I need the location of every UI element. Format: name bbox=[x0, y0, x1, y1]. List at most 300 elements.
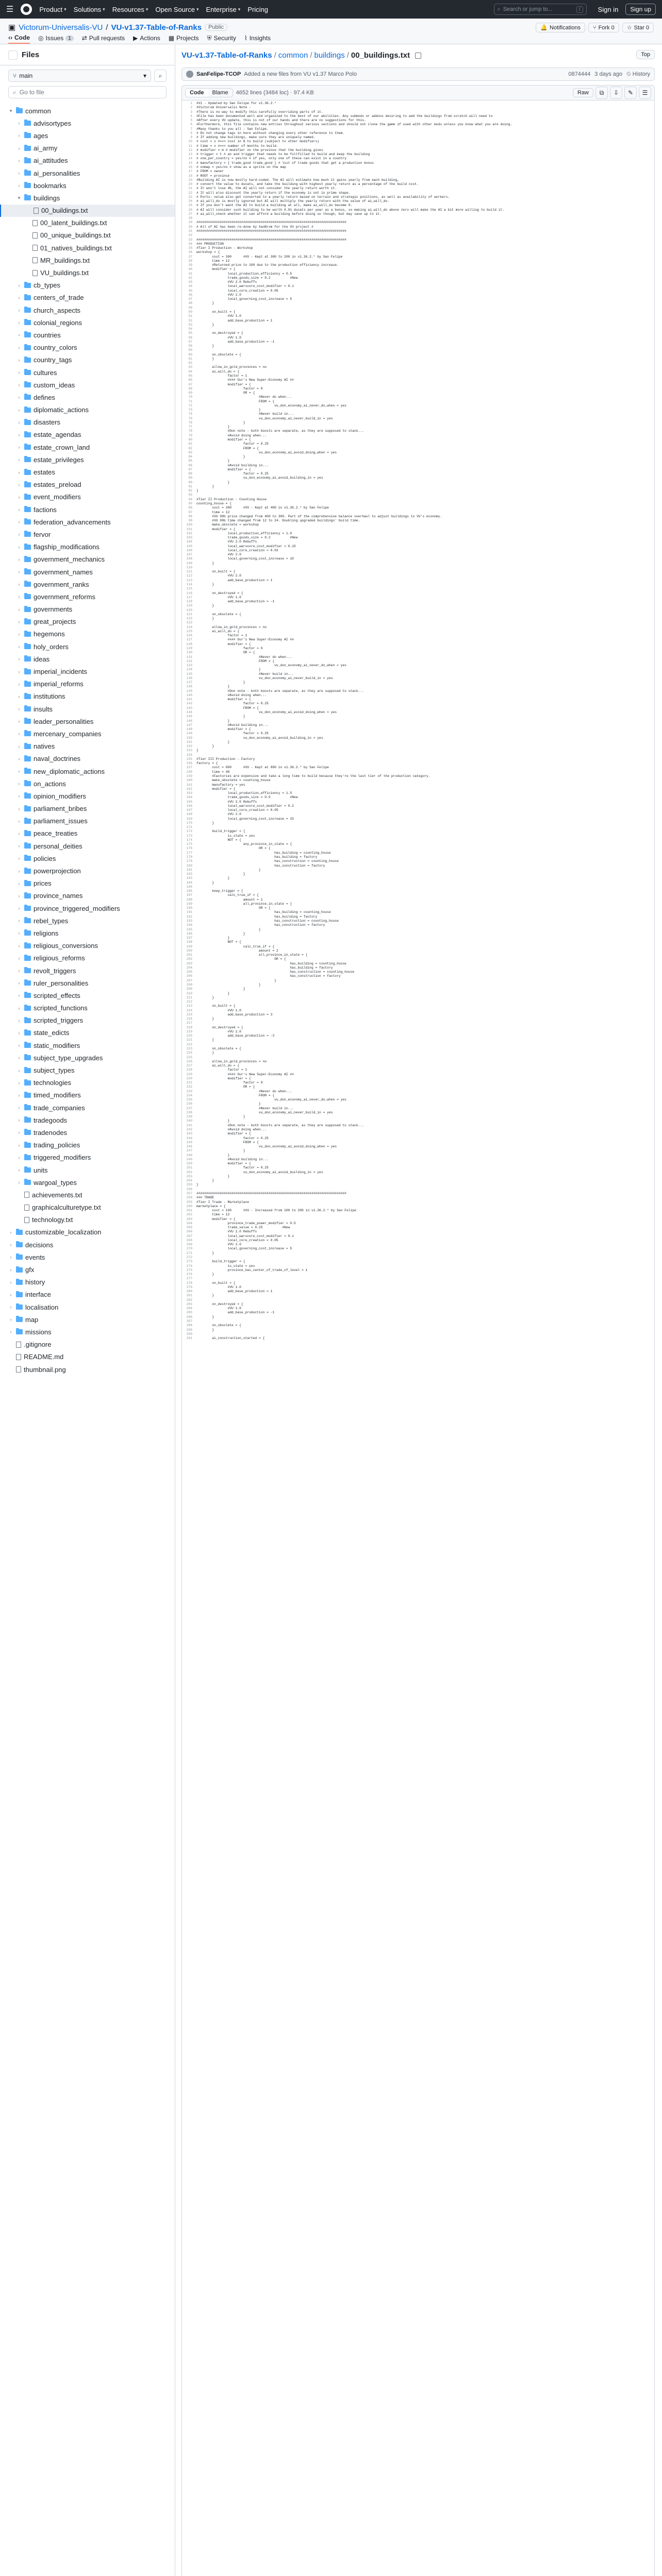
line-number[interactable]: 253 bbox=[186, 1174, 192, 1178]
line-number[interactable]: 43 bbox=[188, 280, 192, 284]
line-number[interactable]: 45 bbox=[188, 289, 192, 293]
line-number[interactable]: 185 bbox=[186, 885, 192, 889]
tree-file[interactable] bbox=[0, 1214, 175, 1226]
line-number[interactable]: 159 bbox=[186, 774, 192, 778]
line-number[interactable]: 257 bbox=[186, 1192, 192, 1195]
line-number[interactable]: 122 bbox=[186, 617, 192, 621]
line-number[interactable]: 154 bbox=[186, 753, 192, 757]
download-icon[interactable]: ⇩ bbox=[610, 87, 622, 99]
line-number[interactable]: 119 bbox=[186, 604, 192, 608]
line-number[interactable]: 85 bbox=[188, 459, 192, 463]
tree-folder[interactable] bbox=[0, 877, 175, 890]
line-number[interactable]: 138 bbox=[186, 685, 192, 689]
tree-file[interactable] bbox=[0, 217, 175, 229]
line-number[interactable]: 252 bbox=[186, 1170, 192, 1174]
tree-folder[interactable] bbox=[0, 603, 175, 616]
line-number[interactable]: 42 bbox=[188, 276, 192, 280]
line-number[interactable]: 108 bbox=[186, 557, 192, 561]
line-number[interactable]: 224 bbox=[186, 1051, 192, 1055]
line-number[interactable]: 202 bbox=[186, 957, 192, 961]
line-number[interactable]: 243 bbox=[186, 1132, 192, 1136]
line-number[interactable]: 86 bbox=[188, 463, 192, 467]
line-number[interactable]: 133 bbox=[186, 664, 192, 668]
tab-pull-requests[interactable] bbox=[82, 34, 125, 44]
tree-folder[interactable] bbox=[0, 964, 175, 977]
tree-folder[interactable] bbox=[0, 753, 175, 765]
line-number[interactable]: 74 bbox=[188, 412, 192, 416]
line-number[interactable]: 174 bbox=[186, 838, 192, 842]
tree-folder[interactable] bbox=[0, 117, 175, 129]
tree-folder[interactable] bbox=[0, 441, 175, 453]
line-number[interactable]: 279 bbox=[186, 1285, 192, 1289]
line-number[interactable]: 89 bbox=[188, 476, 192, 480]
line-number[interactable]: 56 bbox=[188, 335, 192, 340]
tree-folder[interactable] bbox=[0, 989, 175, 1002]
commit-message[interactable]: Added a new files from VU v1.37 Marco Polo bbox=[244, 71, 357, 77]
line-number[interactable]: 195 bbox=[186, 927, 192, 931]
line-number[interactable]: 72 bbox=[188, 403, 192, 408]
line-number[interactable]: 229 bbox=[186, 1072, 192, 1076]
line-number[interactable]: 67 bbox=[188, 382, 192, 386]
line-number[interactable]: 275 bbox=[186, 1268, 192, 1272]
tab-issues[interactable] bbox=[38, 34, 74, 44]
avatar[interactable] bbox=[186, 71, 193, 78]
tree-folder[interactable] bbox=[0, 940, 175, 952]
line-number[interactable]: 177 bbox=[186, 851, 192, 855]
line-number[interactable]: 180 bbox=[186, 863, 192, 868]
tree-folder[interactable] bbox=[0, 790, 175, 802]
line-number[interactable]: 230 bbox=[186, 1076, 192, 1080]
tree-folder[interactable] bbox=[0, 329, 175, 341]
edit-icon[interactable]: ✎ bbox=[624, 87, 637, 99]
line-number[interactable]: 168 bbox=[186, 812, 192, 817]
tree-folder[interactable] bbox=[0, 1101, 175, 1114]
line-number[interactable]: 34 bbox=[188, 242, 192, 246]
line-number[interactable]: 2 bbox=[190, 106, 192, 110]
line-number[interactable]: 73 bbox=[188, 408, 192, 412]
line-number[interactable]: 145 bbox=[186, 715, 192, 719]
line-number[interactable]: 139 bbox=[186, 689, 192, 693]
line-number[interactable]: 240 bbox=[186, 1119, 192, 1123]
line-number[interactable]: 101 bbox=[186, 527, 192, 531]
line-number[interactable]: 98 bbox=[188, 514, 192, 518]
line-number[interactable]: 280 bbox=[186, 1290, 192, 1294]
line-number[interactable]: 238 bbox=[186, 1110, 192, 1114]
line-number[interactable]: 281 bbox=[186, 1294, 192, 1298]
line-number[interactable]: 66 bbox=[188, 378, 192, 382]
line-number[interactable]: 207 bbox=[186, 978, 192, 982]
line-number[interactable]: 223 bbox=[186, 1046, 192, 1050]
tree-folder[interactable] bbox=[0, 1301, 175, 1313]
line-number[interactable]: 199 bbox=[186, 944, 192, 948]
nav-enterprise[interactable] bbox=[206, 6, 241, 13]
line-number[interactable]: 109 bbox=[186, 561, 192, 565]
line-number[interactable]: 164 bbox=[186, 795, 192, 800]
line-number[interactable]: 173 bbox=[186, 834, 192, 838]
line-number[interactable]: 76 bbox=[188, 420, 192, 425]
line-number[interactable]: 105 bbox=[186, 544, 192, 548]
tree-folder[interactable] bbox=[0, 690, 175, 703]
tree-folder[interactable] bbox=[0, 366, 175, 379]
tree-folder[interactable] bbox=[0, 1251, 175, 1263]
line-number[interactable]: 40 bbox=[188, 267, 192, 272]
line-number[interactable]: 84 bbox=[188, 455, 192, 459]
line-number[interactable]: 176 bbox=[186, 846, 192, 851]
line-number[interactable]: 38 bbox=[188, 259, 192, 263]
line-number[interactable]: 19 bbox=[188, 178, 192, 182]
tree-folder[interactable] bbox=[0, 379, 175, 391]
tree-folder[interactable] bbox=[0, 129, 175, 142]
line-number[interactable]: 148 bbox=[186, 727, 192, 732]
line-number[interactable]: 179 bbox=[186, 859, 192, 863]
line-number[interactable]: 214 bbox=[186, 1008, 192, 1012]
tree-file[interactable] bbox=[0, 205, 175, 217]
line-number[interactable]: 231 bbox=[186, 1081, 192, 1085]
line-number[interactable]: 46 bbox=[188, 293, 192, 297]
tree-folder[interactable] bbox=[0, 865, 175, 877]
tree-folder[interactable] bbox=[0, 1077, 175, 1089]
tree-folder[interactable] bbox=[0, 503, 175, 516]
line-number[interactable]: 165 bbox=[186, 800, 192, 804]
line-number[interactable]: 167 bbox=[186, 808, 192, 812]
line-number[interactable]: 215 bbox=[186, 1012, 192, 1016]
line-number[interactable]: 190 bbox=[186, 906, 192, 910]
line-number[interactable]: 259 bbox=[186, 1200, 192, 1204]
line-number[interactable]: 149 bbox=[186, 732, 192, 736]
line-number[interactable]: 264 bbox=[186, 1221, 192, 1225]
line-number[interactable]: 49 bbox=[188, 306, 192, 310]
line-number[interactable]: 116 bbox=[186, 591, 192, 595]
line-number[interactable]: 75 bbox=[188, 416, 192, 420]
line-number[interactable]: 87 bbox=[188, 467, 192, 471]
tree-folder[interactable] bbox=[0, 1176, 175, 1189]
line-number[interactable]: 55 bbox=[188, 331, 192, 335]
line-number[interactable]: 26 bbox=[188, 208, 192, 212]
line-number[interactable]: 136 bbox=[186, 676, 192, 680]
tree-folder[interactable] bbox=[0, 1064, 175, 1076]
tree-folder[interactable] bbox=[0, 678, 175, 690]
line-number[interactable]: 160 bbox=[186, 778, 192, 783]
line-number[interactable]: 283 bbox=[186, 1302, 192, 1306]
tree-folder[interactable] bbox=[0, 416, 175, 429]
line-number[interactable]: 125 bbox=[186, 629, 192, 633]
line-number[interactable]: 41 bbox=[188, 272, 192, 276]
line-number[interactable]: 48 bbox=[188, 301, 192, 306]
line-number[interactable]: 144 bbox=[186, 710, 192, 714]
tree-folder[interactable] bbox=[0, 105, 175, 117]
line-number[interactable]: 47 bbox=[188, 297, 192, 301]
line-number[interactable]: 32 bbox=[188, 233, 192, 238]
line-number[interactable]: 189 bbox=[186, 902, 192, 906]
line-number[interactable]: 234 bbox=[186, 1093, 192, 1097]
tree-folder[interactable] bbox=[0, 528, 175, 540]
line-number[interactable]: 106 bbox=[186, 548, 192, 552]
nav-pricing[interactable] bbox=[247, 6, 268, 13]
tree-folder[interactable] bbox=[0, 167, 175, 179]
line-number[interactable]: 289 bbox=[186, 1328, 192, 1332]
line-number[interactable]: 112 bbox=[186, 574, 192, 578]
line-number[interactable]: 128 bbox=[186, 642, 192, 646]
line-number[interactable]: 58 bbox=[188, 344, 192, 348]
line-number[interactable]: 288 bbox=[186, 1324, 192, 1328]
line-number[interactable]: 192 bbox=[186, 914, 192, 919]
line-number[interactable]: 147 bbox=[186, 723, 192, 727]
copy-path-icon[interactable] bbox=[415, 53, 421, 59]
tree-file[interactable] bbox=[0, 1201, 175, 1214]
line-number[interactable]: 225 bbox=[186, 1055, 192, 1059]
line-number[interactable]: 79 bbox=[188, 433, 192, 437]
line-number[interactable]: 140 bbox=[186, 693, 192, 697]
line-number[interactable]: 29 bbox=[188, 221, 192, 225]
line-number[interactable]: 198 bbox=[186, 940, 192, 944]
code-content[interactable] bbox=[181, 100, 655, 2576]
line-number[interactable]: 256 bbox=[186, 1187, 192, 1191]
line-number[interactable]: 143 bbox=[186, 706, 192, 710]
tree-folder[interactable] bbox=[0, 516, 175, 528]
line-number[interactable]: 77 bbox=[188, 425, 192, 429]
line-number[interactable]: 186 bbox=[186, 889, 192, 893]
tree-folder[interactable] bbox=[0, 304, 175, 316]
tree-folder[interactable] bbox=[0, 765, 175, 777]
line-number[interactable]: 219 bbox=[186, 1029, 192, 1033]
line-number[interactable]: 110 bbox=[186, 565, 192, 569]
line-number[interactable]: 251 bbox=[186, 1166, 192, 1170]
tree-folder[interactable] bbox=[0, 466, 175, 478]
line-number[interactable]: 22 bbox=[188, 191, 192, 195]
line-number[interactable]: 217 bbox=[186, 1021, 192, 1025]
line-number[interactable]: 88 bbox=[188, 472, 192, 476]
line-number[interactable]: 276 bbox=[186, 1273, 192, 1277]
line-number[interactable]: 178 bbox=[186, 855, 192, 859]
line-number[interactable]: 188 bbox=[186, 897, 192, 902]
tree-folder[interactable] bbox=[0, 1002, 175, 1014]
tree-folder[interactable] bbox=[0, 653, 175, 665]
line-number[interactable]: 9 bbox=[190, 135, 192, 140]
line-number[interactable]: 197 bbox=[186, 936, 192, 940]
line-number[interactable]: 208 bbox=[186, 982, 192, 987]
line-number[interactable]: 24 bbox=[188, 199, 192, 204]
blame-view-button[interactable]: Blame bbox=[212, 90, 228, 96]
line-number[interactable]: 134 bbox=[186, 668, 192, 672]
tree-folder[interactable] bbox=[0, 541, 175, 553]
line-number[interactable]: 222 bbox=[186, 1042, 192, 1046]
line-number[interactable]: 284 bbox=[186, 1307, 192, 1311]
tree-file[interactable] bbox=[0, 229, 175, 242]
line-number[interactable]: 64 bbox=[188, 369, 192, 374]
line-number[interactable]: 196 bbox=[186, 931, 192, 936]
line-number[interactable]: 103 bbox=[186, 536, 192, 540]
tree-folder[interactable] bbox=[0, 342, 175, 354]
line-number[interactable]: 33 bbox=[188, 238, 192, 242]
tree-folder[interactable] bbox=[0, 827, 175, 840]
tree-folder[interactable] bbox=[0, 890, 175, 902]
line-number[interactable]: 118 bbox=[186, 600, 192, 604]
line-number[interactable]: 268 bbox=[186, 1238, 192, 1242]
go-to-file-input[interactable] bbox=[8, 86, 167, 98]
line-number[interactable]: 261 bbox=[186, 1209, 192, 1213]
line-number[interactable]: 96 bbox=[188, 506, 192, 510]
tree-folder[interactable] bbox=[0, 142, 175, 155]
line-number[interactable]: 211 bbox=[186, 995, 192, 999]
tree-folder[interactable] bbox=[0, 1126, 175, 1139]
line-number[interactable]: 4 bbox=[190, 114, 192, 118]
line-number[interactable]: 193 bbox=[186, 919, 192, 923]
line-number[interactable]: 39 bbox=[188, 263, 192, 267]
tree-folder[interactable] bbox=[0, 479, 175, 491]
line-number[interactable]: 260 bbox=[186, 1204, 192, 1208]
line-number[interactable]: 158 bbox=[186, 770, 192, 774]
line-number[interactable]: 25 bbox=[188, 204, 192, 208]
line-number[interactable]: 277 bbox=[186, 1277, 192, 1281]
tree-folder[interactable] bbox=[0, 566, 175, 578]
tree-folder[interactable] bbox=[0, 179, 175, 192]
tree-folder[interactable] bbox=[0, 1114, 175, 1126]
line-number[interactable]: 135 bbox=[186, 672, 192, 676]
tree-folder[interactable] bbox=[0, 279, 175, 292]
tree-folder[interactable] bbox=[0, 354, 175, 366]
line-number[interactable]: 10 bbox=[188, 140, 192, 144]
line-number[interactable]: 142 bbox=[186, 702, 192, 706]
line-number[interactable]: 114 bbox=[186, 583, 192, 587]
line-number[interactable]: 100 bbox=[186, 523, 192, 527]
line-number[interactable]: 194 bbox=[186, 923, 192, 927]
tree-folder[interactable] bbox=[0, 715, 175, 727]
tree-folder[interactable] bbox=[0, 453, 175, 466]
tree-folder[interactable] bbox=[0, 852, 175, 865]
line-number[interactable]: 152 bbox=[186, 744, 192, 749]
line-number[interactable]: 123 bbox=[186, 621, 192, 625]
line-number[interactable]: 271 bbox=[186, 1251, 192, 1255]
line-number[interactable]: 11 bbox=[188, 144, 192, 148]
line-number[interactable]: 117 bbox=[186, 595, 192, 599]
line-number[interactable]: 13 bbox=[188, 152, 192, 157]
tree-folder[interactable] bbox=[0, 1313, 175, 1326]
line-number[interactable]: 113 bbox=[186, 578, 192, 582]
line-number[interactable]: 78 bbox=[188, 429, 192, 433]
line-number[interactable]: 162 bbox=[186, 787, 192, 791]
line-number[interactable]: 21 bbox=[188, 187, 192, 191]
line-number[interactable]: 206 bbox=[186, 974, 192, 978]
line-number[interactable]: 218 bbox=[186, 1025, 192, 1029]
breadcrumb-buildings-link[interactable]: buildings bbox=[314, 51, 345, 60]
line-number[interactable]: 227 bbox=[186, 1064, 192, 1068]
line-number[interactable]: 52 bbox=[188, 318, 192, 323]
tree-folder[interactable] bbox=[0, 1263, 175, 1276]
tree-folder[interactable] bbox=[0, 616, 175, 628]
line-number[interactable]: 250 bbox=[186, 1162, 192, 1166]
line-number[interactable]: 54 bbox=[188, 327, 192, 331]
line-number[interactable]: 155 bbox=[186, 757, 192, 761]
tree-folder[interactable] bbox=[0, 192, 175, 204]
line-number[interactable]: 8 bbox=[190, 131, 192, 135]
tree-folder[interactable] bbox=[0, 927, 175, 939]
line-number[interactable]: 183 bbox=[186, 876, 192, 880]
line-number[interactable]: 20 bbox=[188, 182, 192, 187]
line-number[interactable]: 205 bbox=[186, 970, 192, 974]
line-number[interactable]: 83 bbox=[188, 450, 192, 454]
tree-file[interactable] bbox=[0, 1338, 175, 1351]
tree-folder[interactable] bbox=[0, 914, 175, 927]
line-number[interactable]: 191 bbox=[186, 910, 192, 914]
symbols-icon[interactable]: ☰ bbox=[639, 87, 651, 99]
nav-product[interactable] bbox=[39, 6, 66, 13]
line-number[interactable]: 221 bbox=[186, 1038, 192, 1042]
line-number[interactable]: 81 bbox=[188, 442, 192, 446]
sidebar-collapse-icon[interactable] bbox=[8, 50, 18, 60]
line-number[interactable]: 6 bbox=[190, 123, 192, 127]
github-logo-icon[interactable] bbox=[21, 4, 32, 15]
tree-folder[interactable] bbox=[0, 553, 175, 566]
line-number[interactable]: 37 bbox=[188, 255, 192, 259]
line-number[interactable]: 1 bbox=[190, 101, 192, 105]
line-number[interactable]: 274 bbox=[186, 1264, 192, 1268]
line-number[interactable]: 171 bbox=[186, 825, 192, 829]
star-button[interactable] bbox=[622, 23, 654, 32]
line-number[interactable]: 187 bbox=[186, 893, 192, 897]
line-number[interactable]: 242 bbox=[186, 1128, 192, 1132]
line-number[interactable]: 247 bbox=[186, 1149, 192, 1153]
line-number[interactable]: 97 bbox=[188, 510, 192, 514]
line-number[interactable]: 51 bbox=[188, 314, 192, 318]
copy-raw-icon[interactable]: ⧉ bbox=[595, 87, 608, 99]
tree-folder[interactable] bbox=[0, 155, 175, 167]
tree-folder[interactable] bbox=[0, 491, 175, 503]
breadcrumb-repo-link[interactable]: VU-v1.37-Table-of-Ranks bbox=[181, 51, 272, 60]
fork-button[interactable] bbox=[588, 23, 619, 32]
line-number[interactable]: 93 bbox=[188, 493, 192, 497]
tree-folder[interactable] bbox=[0, 803, 175, 815]
tree-folder[interactable] bbox=[0, 777, 175, 790]
tree-file[interactable] bbox=[0, 266, 175, 279]
tree-folder[interactable] bbox=[0, 1027, 175, 1039]
raw-button[interactable]: Raw bbox=[573, 88, 593, 97]
tree-file[interactable] bbox=[0, 1363, 175, 1376]
commit-hash[interactable]: 0874444 bbox=[568, 71, 591, 77]
repo-name-link[interactable]: VU-v1.37-Table-of-Ranks bbox=[111, 23, 202, 32]
line-number[interactable]: 53 bbox=[188, 323, 192, 327]
line-number[interactable]: 57 bbox=[188, 340, 192, 344]
tree-folder[interactable] bbox=[0, 292, 175, 304]
line-number[interactable]: 82 bbox=[188, 446, 192, 450]
tree-file[interactable] bbox=[0, 1351, 175, 1363]
line-number[interactable]: 254 bbox=[186, 1179, 192, 1183]
tree-folder[interactable] bbox=[0, 952, 175, 964]
line-number[interactable]: 130 bbox=[186, 651, 192, 655]
line-number[interactable]: 170 bbox=[186, 821, 192, 825]
line-number[interactable]: 111 bbox=[186, 570, 192, 574]
line-number[interactable]: 80 bbox=[188, 437, 192, 442]
line-number[interactable]: 267 bbox=[186, 1234, 192, 1238]
line-number[interactable]: 241 bbox=[186, 1123, 192, 1127]
line-number[interactable]: 16 bbox=[188, 165, 192, 169]
line-number[interactable]: 200 bbox=[186, 948, 192, 953]
tree-folder[interactable] bbox=[0, 815, 175, 827]
line-number[interactable]: 291 bbox=[186, 1336, 192, 1341]
history-link[interactable] bbox=[626, 71, 650, 78]
line-number[interactable]: 163 bbox=[186, 791, 192, 795]
line-number[interactable]: 272 bbox=[186, 1255, 192, 1259]
top-button[interactable]: Top bbox=[636, 50, 655, 59]
line-number[interactable]: 269 bbox=[186, 1243, 192, 1247]
line-number[interactable]: 44 bbox=[188, 284, 192, 289]
line-number[interactable]: 146 bbox=[186, 719, 192, 723]
line-number[interactable]: 27 bbox=[188, 212, 192, 216]
line-number[interactable]: 204 bbox=[186, 965, 192, 970]
line-number[interactable]: 245 bbox=[186, 1140, 192, 1144]
line-number[interactable]: 61 bbox=[188, 357, 192, 361]
line-number[interactable]: 91 bbox=[188, 484, 192, 488]
line-number[interactable]: 226 bbox=[186, 1059, 192, 1063]
